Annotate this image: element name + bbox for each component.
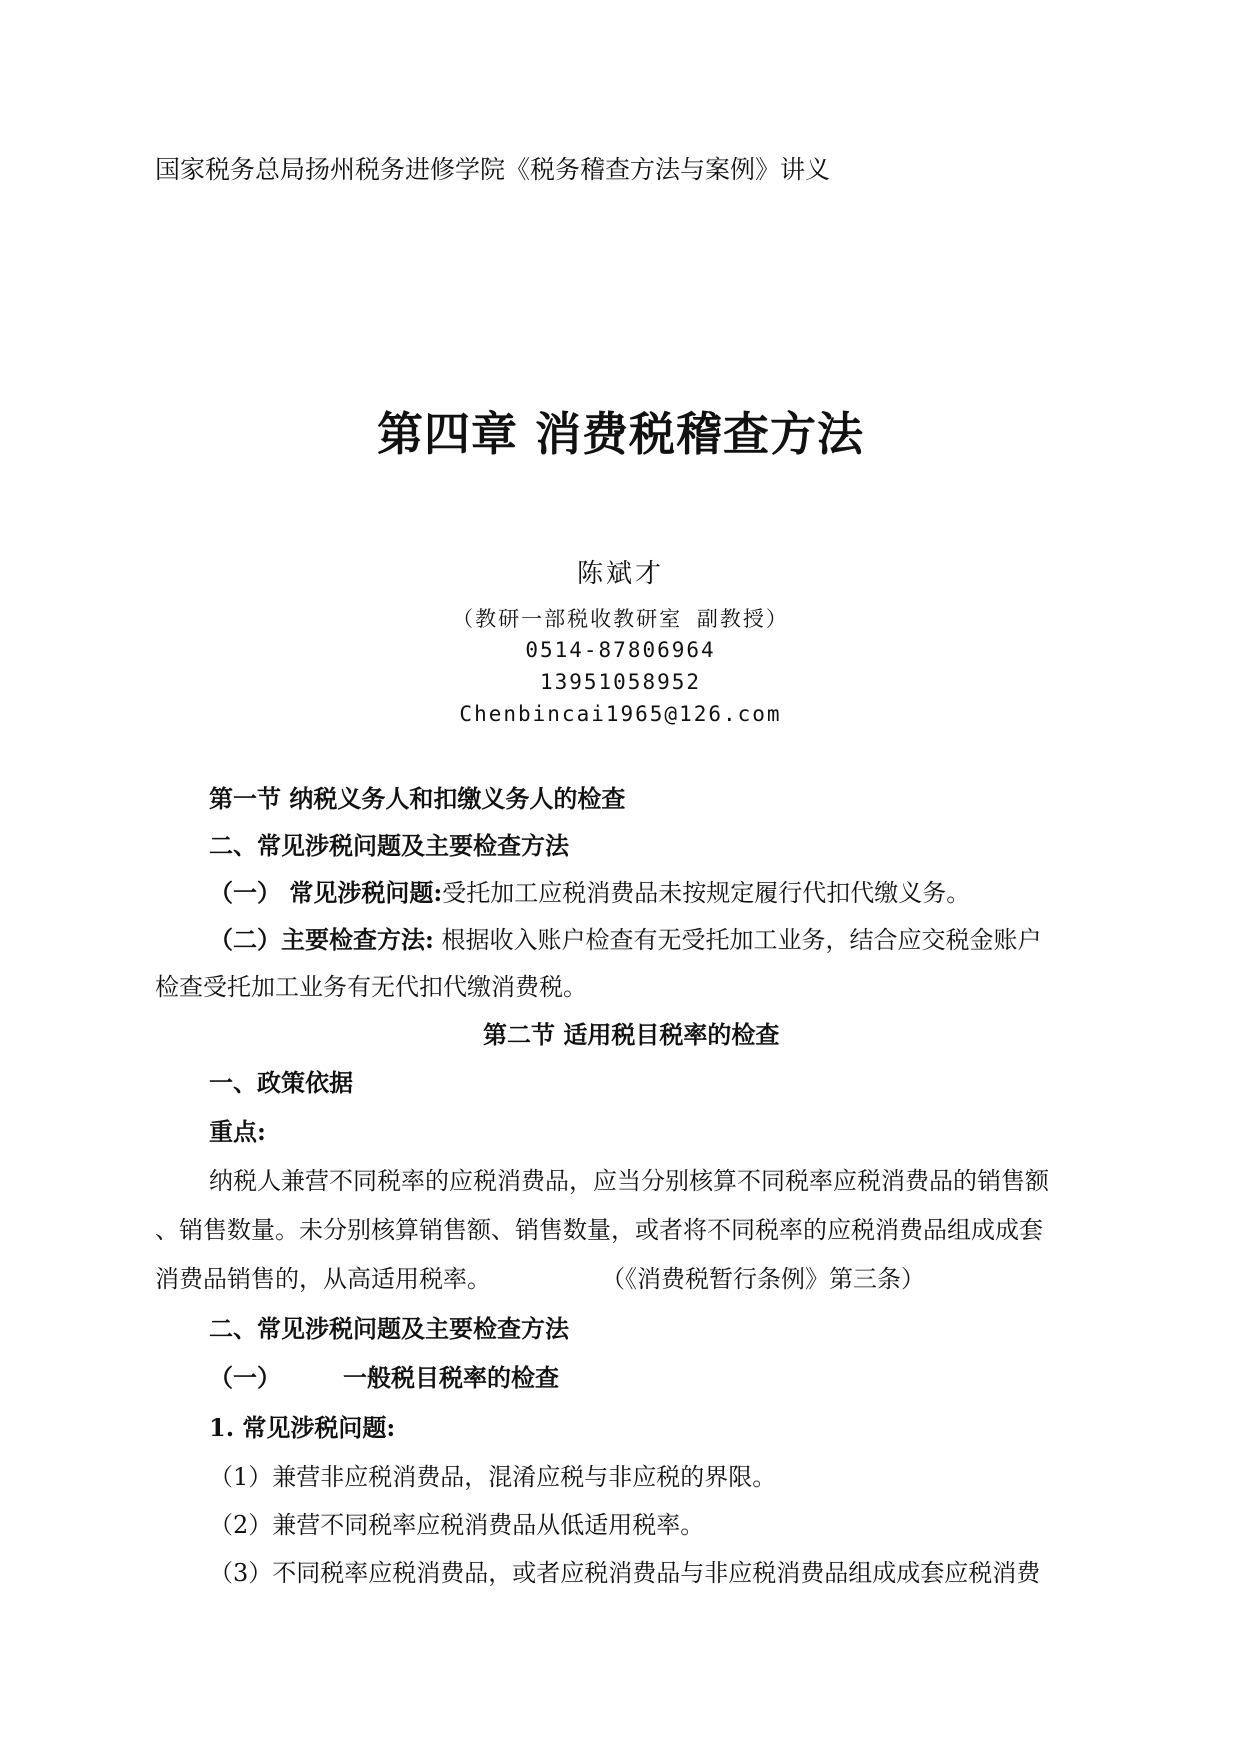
section1-item1-text: 受托加工应税消费品未按规定履行代扣代缴义务。 xyxy=(442,879,971,907)
section2-issue-1: （1）兼营非应税消费品，混淆应税与非应税的界限。 xyxy=(209,1463,777,1491)
section2-issue-2: （2）兼营不同税率应税消费品从低适用税率。 xyxy=(209,1511,705,1539)
section2-key-label: 重点: xyxy=(209,1117,266,1146)
section2-paragraph-text: 消费品销售的，从高适用税率。 xyxy=(155,1265,491,1293)
section2-policy-heading: 一、政策依据 xyxy=(209,1068,353,1097)
section2-general-text: 一般税目税率的检查 xyxy=(343,1363,559,1392)
phone-mobile: 13951058952 xyxy=(539,670,702,694)
author-name: 陈斌才 xyxy=(576,559,664,589)
section1-item2-text: 根据收入账户检查有无受托加工业务，结合应交税金账户 xyxy=(433,926,1042,954)
section1-item2 xyxy=(209,920,1042,955)
section2-subheading: 二、常见涉税问题及主要检查方法 xyxy=(209,1314,569,1343)
section2-heading: 第二节 适用税目税率的检查 xyxy=(483,1020,780,1049)
section2-paragraph-line1: 纳税人兼营不同税率的应税消费品，应当分别核算不同税率应税消费品的销售额 xyxy=(209,1167,1049,1195)
section2-paragraph-line2: 、销售数量。未分别核算销售额、销售数量，或者将不同税率的应税消费品组成成套 xyxy=(155,1216,1043,1244)
section1-heading: 第一节 纳税义务人和扣缴义务人的检查 xyxy=(209,784,626,813)
section2-paragraph-line3 xyxy=(155,1259,925,1294)
author-email: Chenbincai1965@126.com xyxy=(459,702,782,726)
section2-issues-heading: 1. 常见涉税问题: xyxy=(209,1413,396,1442)
section1-item1 xyxy=(209,873,970,908)
section2-issue-3: （3）不同税率应税消费品，或者应税消费品与非应税消费品组成成套应税消费 xyxy=(209,1559,1041,1587)
phone-office: 0514-87806964 xyxy=(525,638,716,662)
section2-general-heading xyxy=(209,1358,559,1393)
chapter-title: 第四章 消费税稽查方法 xyxy=(376,407,864,461)
section1-subheading: 二、常见涉税问题及主要检查方法 xyxy=(209,831,569,860)
section2-general-label: （一） xyxy=(209,1363,281,1392)
section1-item1-label: （一） 常见涉税问题: xyxy=(209,878,443,907)
section1-item2-label: （二）主要检查方法: xyxy=(209,925,434,954)
author-affiliation: （教研一部税收教研室 副教授） xyxy=(452,607,789,631)
section1-item2-continuation: 检查受托加工业务有无代扣代缴消费税。 xyxy=(155,973,587,1001)
section2-paragraph-reference: （《消费税暂行条例》第三条） xyxy=(601,1265,925,1293)
document-header: 国家税务总局扬州税务进修学院《税务稽查方法与案例》讲义 xyxy=(155,155,831,184)
